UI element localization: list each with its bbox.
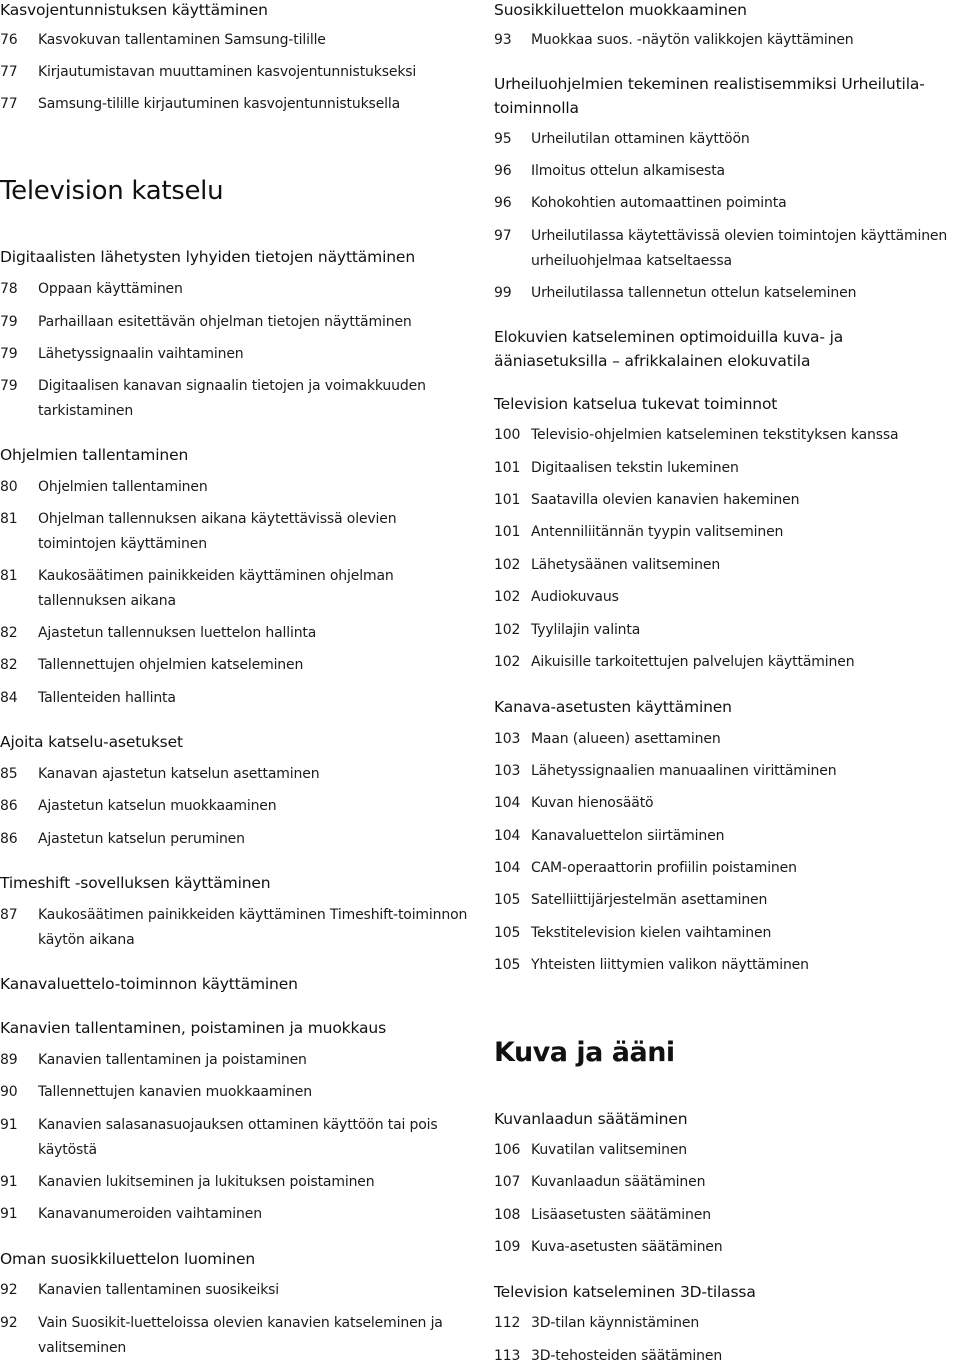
toc-page-number: 84 [0,690,18,706]
toc-entry[interactable] [494,1344,960,1369]
toc-page-number: 103 [494,763,521,779]
toc-entry[interactable] [494,791,960,816]
toc-entry-title: Tekstitelevision kielen vaihtaminen [531,925,772,941]
toc-page-number: 86 [0,798,18,814]
toc-page-number: 96 [494,195,512,211]
toc-entry[interactable] [494,1311,960,1336]
toc-section-heading: Urheiluohjelmien tekeminen realistisemmiksi Urheilutila-toiminnolla [494,75,925,117]
toc-entry[interactable] [0,762,470,787]
toc-entry[interactable] [494,888,960,913]
toc-entry-title: Urheilutilassa tallennetun ottelun katseleminen [531,285,857,301]
toc-page-number: 82 [0,657,18,673]
toc-page-number: 108 [494,1207,521,1223]
toc-page-number: 113 [494,1348,521,1364]
toc-page-number: 105 [494,892,521,908]
toc-entry-title: Antenniliitännän tyypin valitseminen [531,524,784,540]
toc-entry-title: Kanavien lukitseminen ja lukituksen poistaminen [38,1174,375,1190]
toc-entry-title: Kuvan hienosäätö [531,795,654,811]
toc-entry-title: Kuvatilan valitseminen [531,1142,688,1158]
toc-entry[interactable] [494,553,960,578]
toc-page-number: 103 [494,731,521,747]
toc-section-heading: Television katseleminen 3D-tilassa [494,1283,756,1301]
toc-entry-title: Satelliittijärjestelmän asettaminen [531,892,768,908]
toc-entry[interactable] [0,653,470,678]
toc-page-number: 87 [0,907,18,923]
toc-entry[interactable] [494,423,960,448]
toc-page-number: 89 [0,1052,18,1068]
toc-page-number: 102 [494,654,521,670]
toc-entry[interactable] [494,824,960,849]
toc-entry[interactable] [0,92,470,117]
toc-section-heading: Ajoita katselu-asetukset [0,733,183,751]
toc-entry-title: Yhteisten liittymien valikon näyttäminen [531,957,809,973]
toc-page-number: 90 [0,1084,18,1100]
toc-entry[interactable] [0,1113,470,1163]
toc-entry[interactable] [0,374,470,424]
toc-entry[interactable] [0,827,470,852]
toc-entry-title: Tallennettujen kanavien muokkaaminen [38,1084,312,1100]
toc-entry-title: 3D-tehosteiden säätäminen [531,1348,723,1364]
toc-page-number: 105 [494,957,521,973]
toc-page-number: 81 [0,511,18,527]
toc-entry-title: Kanavien tallentaminen ja poistaminen [38,1052,307,1068]
toc-entry[interactable] [0,794,470,819]
toc-entry-title: Lähetysäänen valitseminen [531,557,721,573]
toc-section-heading: Ohjelmien tallentaminen [0,446,189,464]
toc-chapter-title: Television katselu [0,176,224,206]
toc-entry-title: Kanavien tallentaminen suosikeiksi [38,1282,280,1298]
toc-entry[interactable] [494,759,960,784]
toc-entry-title: Ajastetun katselun peruminen [38,831,245,847]
toc-section-heading: Kanavaluettelo-toiminnon käyttäminen [0,975,298,993]
toc-entry-title: Kanavanumeroiden vaihtaminen [38,1206,262,1222]
toc-entry-title: Kaukosäätimen painikkeiden käyttäminen Timeshift-toiminnon käytön aikana [38,907,468,948]
toc-entry[interactable] [0,28,470,53]
toc-entry[interactable] [0,1048,470,1073]
toc-entry-title: Kasvokuvan tallentaminen Samsung-tilille [38,32,326,48]
toc-page-number: 91 [0,1206,18,1222]
toc-section-heading: Kanava-asetusten käyttäminen [494,698,732,716]
toc-page-number: 104 [494,860,521,876]
toc-entry[interactable] [0,342,470,367]
toc-page-number: 81 [0,568,18,584]
toc-entry-title: Tyylilajin valinta [531,622,641,638]
toc-page-number: 85 [0,766,18,782]
toc-entry[interactable] [0,507,470,557]
toc-entry-title: Urheilutilan ottaminen käyttöön [531,131,750,147]
toc-entry-title: Kanavan ajastetun katselun asettaminen [38,766,320,782]
toc-entry-title: Kuva-asetusten säätäminen [531,1239,723,1255]
toc-entry[interactable] [0,475,470,500]
toc-entry[interactable] [494,1138,960,1163]
toc-entry[interactable] [494,28,960,53]
toc-entry-title: Samsung-tilille kirjautuminen kasvojentunnistuksella [38,96,401,112]
toc-entry-title: Aikuisille tarkoitettujen palvelujen käyttäminen [531,654,855,670]
toc-entry-title: Digitaalisen kanavan signaalin tietojen ja voimakkuuden tarkistaminen [38,378,426,419]
toc-entry-title: Urheilutilassa käytettävissä olevien toimintojen käyttäminen urheiluohjelmaa katseltaessa [531,228,948,269]
toc-section-heading: Kuvanlaadun säätäminen [494,1110,688,1128]
toc-page-number: 76 [0,32,18,48]
toc-page-number: 101 [494,460,521,476]
toc-entry[interactable] [494,585,960,610]
toc-entry-title: Kohokohtien automaattinen poiminta [531,195,787,211]
toc-entry[interactable] [0,903,470,953]
toc-page-number: 92 [0,1282,18,1298]
toc-entry-title: Vain Suosikit-luetteloissa olevien kanavien katseleminen ja valitseminen [38,1315,443,1356]
toc-entry[interactable] [494,856,960,881]
toc-entry-title: Ajastetun tallennuksen luettelon hallinta [38,625,317,641]
toc-page-number: 77 [0,96,18,112]
toc-entry-title: Kirjautumistavan muuttaminen kasvojentunnistukseksi [38,64,417,80]
toc-entry-title: Ohjelmien tallentaminen [38,479,208,495]
toc-entry-title: Audiokuvaus [531,589,619,605]
toc-entry[interactable] [494,456,960,481]
toc-page-number: 96 [494,163,512,179]
toc-entry-title: Oppaan käyttäminen [38,281,183,297]
toc-entry-title: Saatavilla olevien kanavien hakeminen [531,492,800,508]
toc-entry[interactable] [494,127,960,152]
toc-entry[interactable] [494,727,960,752]
toc-page-number: 107 [494,1174,521,1190]
toc-entry[interactable] [494,281,960,306]
toc-entry[interactable] [0,564,470,614]
toc-page-number: 102 [494,557,521,573]
toc-page-number: 92 [0,1315,18,1331]
toc-page-number: 80 [0,479,18,495]
toc-entry-title: Parhaillaan esitettävän ohjelman tietojen näyttäminen [38,314,412,330]
toc-page-number: 77 [0,64,18,80]
toc-section-heading: Oman suosikkiluettelon luominen [0,1250,256,1268]
toc-entry-title: Televisio-ohjelmien katseleminen tekstityksen kanssa [531,427,899,443]
toc-entry[interactable] [494,1235,960,1260]
toc-page-number: 91 [0,1117,18,1133]
toc-entry[interactable] [0,1170,470,1195]
toc-page-number: 79 [0,378,18,394]
toc-entry[interactable] [494,159,960,184]
toc-entry[interactable] [494,953,960,978]
toc-page-number: 101 [494,524,521,540]
toc-page-number: 82 [0,625,18,641]
toc-page-number: 104 [494,828,521,844]
toc-entry-title: Ohjelman tallennuksen aikana käytettävissä olevien toimintojen käyttäminen [38,511,397,552]
toc-entry-title: Tallenteiden hallinta [38,690,176,706]
toc-section-heading: Television katselua tukevat toiminnot [494,395,778,413]
toc-page-number: 101 [494,492,521,508]
toc-entry-title: Lisäasetusten säätäminen [531,1207,711,1223]
toc-page-number: 95 [494,131,512,147]
toc-entry-title: Ilmoitus ottelun alkamisesta [531,163,725,179]
toc-entry-title: Kaukosäätimen painikkeiden käyttäminen ohjelman tallennuksen aikana [38,568,394,609]
toc-section-heading: Kanavien tallentaminen, poistaminen ja muokkaus [0,1019,387,1037]
toc-entry[interactable] [0,1202,470,1227]
toc-entry[interactable] [494,650,960,675]
toc-entry-title: Ajastetun katselun muokkaaminen [38,798,277,814]
toc-page-number: 102 [494,622,521,638]
toc-entry[interactable] [0,686,470,711]
toc-page-number: 104 [494,795,521,811]
toc-page-number: 106 [494,1142,521,1158]
toc-entry[interactable] [494,921,960,946]
toc-entry[interactable] [0,277,470,302]
toc-section-heading: Kasvojentunnistuksen käyttäminen [0,1,268,19]
toc-page-number: 112 [494,1315,521,1331]
toc-entry[interactable] [494,1170,960,1195]
toc-page-number: 93 [494,32,512,48]
toc-entry[interactable] [494,224,960,274]
toc-entry[interactable] [0,621,470,646]
toc-entry[interactable] [0,1311,470,1361]
toc-entry-title: Tallennettujen ohjelmien katseleminen [38,657,304,673]
toc-page-number: 91 [0,1174,18,1190]
toc-section-heading: Suosikkiluettelon muokkaaminen [494,1,747,19]
toc-entry-title: Kuvanlaadun säätäminen [531,1174,706,1190]
toc-entry-title: Kanavien salasanasuojauksen ottaminen käyttöön tai pois käytöstä [38,1117,438,1158]
toc-entry-title: Maan (alueen) asettaminen [531,731,721,747]
toc-section-heading: Elokuvien katseleminen optimoiduilla kuva- ja ääniasetuksilla – afrikkalainen elokuvatila [494,328,844,370]
toc-entry-title: Kanavaluettelon siirtäminen [531,828,725,844]
toc-entry-title: Lähetyssignaalin vaihtaminen [38,346,244,362]
toc-entry-title: 3D-tilan käynnistäminen [531,1315,700,1331]
toc-section-heading: Timeshift -sovelluksen käyttäminen [0,874,271,892]
toc-entry[interactable] [0,310,470,335]
toc-entry-title: Digitaalisen tekstin lukeminen [531,460,739,476]
toc-page-number: 78 [0,281,18,297]
toc-entry[interactable] [494,191,960,216]
toc-entry-title: Lähetyssignaalien manuaalinen virittäminen [531,763,837,779]
toc-entry[interactable] [494,618,960,643]
toc-section-heading: Digitaalisten lähetysten lyhyiden tietojen näyttäminen [0,248,415,266]
toc-entry-title: CAM-operaattorin profiilin poistaminen [531,860,797,876]
toc-page-number: 79 [0,346,18,362]
toc-page-number: 102 [494,589,521,605]
toc-page-number: 97 [494,228,512,244]
toc-page-number: 100 [494,427,521,443]
toc-entry-title: Muokkaa suos. -näytön valikkojen käyttäminen [531,32,854,48]
toc-page-number: 86 [0,831,18,847]
toc-entry[interactable] [494,520,960,545]
toc-entry[interactable] [494,488,960,513]
toc-chapter-title: Kuva ja ääni [494,1037,675,1068]
toc-page-number: 109 [494,1239,521,1255]
toc-entry[interactable] [0,1080,470,1105]
toc-page-number: 79 [0,314,18,330]
toc-entry[interactable] [0,60,470,85]
toc-page-number: 105 [494,925,521,941]
toc-entry[interactable] [494,1203,960,1228]
toc-page-number: 99 [494,285,512,301]
toc-entry[interactable] [0,1278,470,1303]
